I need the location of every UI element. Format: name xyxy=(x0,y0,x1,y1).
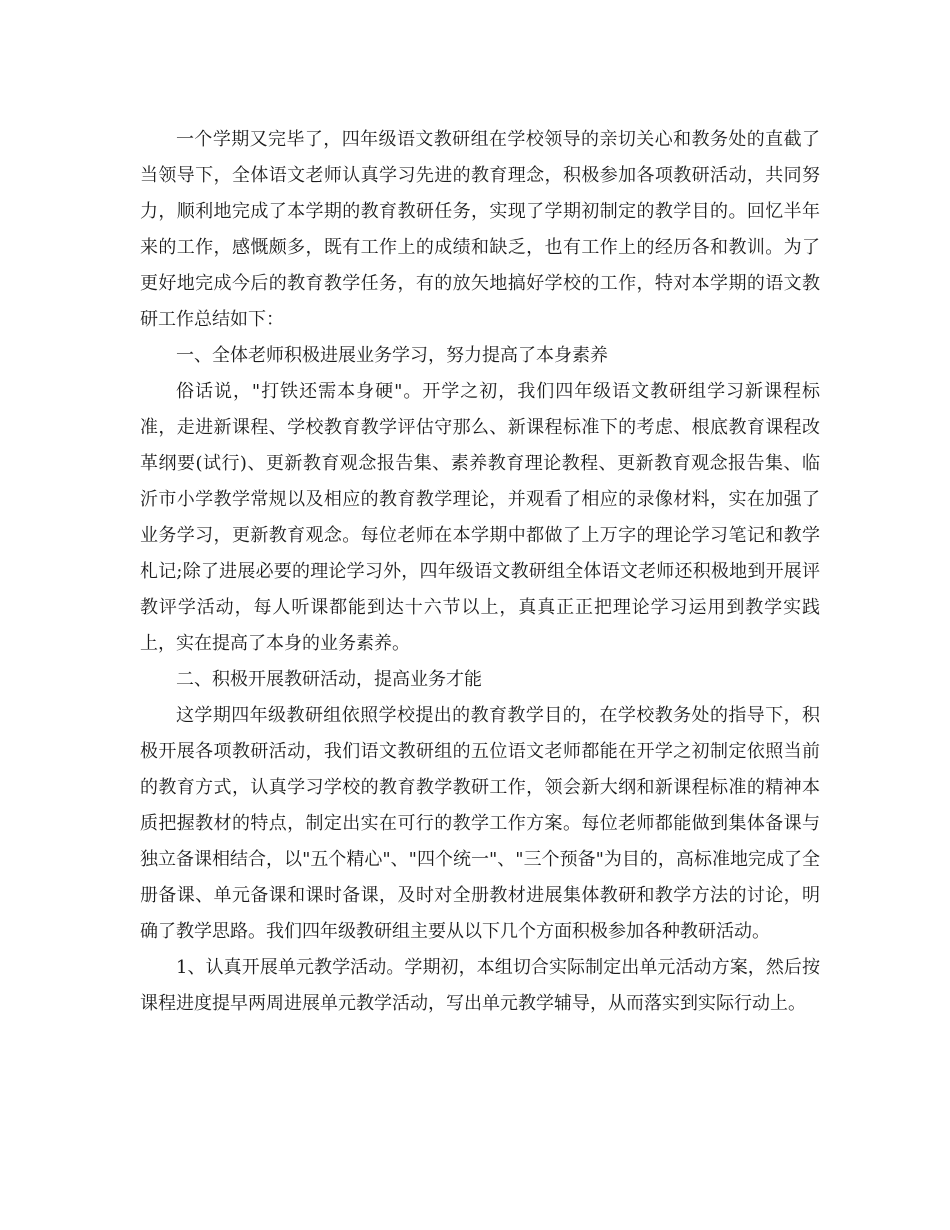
section-2-paragraph: 这学期四年级教研组依照学校提出的教育教学目的，在学校教务处的指导下，积极开展各项教研活动，我们语文教研组的五位语文老师都能在开学之初制定依照当前的教育方式，认真学习学校的教育教学教研工作，领会新大纲和新课程标准的精神本质把握教材的特点，制定出实在可行的教学工作方案。每位老师都能做到集体备课与独立备课相结合，以"五个精心"、"四个统一"、"三个预备"为目的，高标准地完成了全册备课、单元备课和课时备课，及时对全册教材进展集体教研和教学方法的讨论，明确了教学思路。我们四年级教研组主要从以下几个方面积极参加各种教研活动。 xyxy=(140,705,820,942)
item-1-paragraph: 1、认真开展单元教学活动。学期初，本组切合实际制定出单元活动方案，然后按课程进度提早两周进展单元教学活动，写出单元教学辅导，从而落实到实际行动上。 xyxy=(140,957,820,1014)
section-heading-1: 一、全体老师积极进展业务学习，努力提高了本身素养 xyxy=(176,345,608,366)
document-body xyxy=(140,122,820,1022)
section-1-paragraph: 俗话说，"打铁还需本身硬"。开学之初，我们四年级语文教研组学习新课程标准，走进新课程、学校教育教学评估守那么、新课程标准下的考虑、根底教育课程改革纲要(试行)、更新教育观念报告集、素养教育理论教程、更新教育观念报告集、临沂市小学教学常规以及相应的教育教学理论，并观看了相应的录像材料，实在加强了业务学习，更新教育观念。每位老师在本学期中都做了上万字的理论学习笔记和教学札记;除了进展必要的理论学习外，四年级语文教研组全体语文老师还积极地到开展评教评学活动，每人听课都能到达十六节以上，真真正正把理论学习运用到教学实践上，实在提高了本身的业务素养。 xyxy=(140,381,820,654)
section-heading-2: 二、积极开展教研活动，提高业务才能 xyxy=(176,669,482,690)
intro-paragraph: 一个学期又完毕了，四年级语文教研组在学校领导的亲切关心和教务处的直截了当领导下，全体语文老师认真学习先进的教育理念，积极参加各项教研活动，共同努力，顺利地完成了本学期的教育教研任务，实现了学期初制定的教学目的。回忆半年来的工作，感慨颇多，既有工作上的成绩和缺乏，也有工作上的经历各和教训。为了更好地完成今后的教育教学任务，有的放矢地搞好学校的工作，特对本学期的语文教研工作总结如下： xyxy=(140,129,820,330)
